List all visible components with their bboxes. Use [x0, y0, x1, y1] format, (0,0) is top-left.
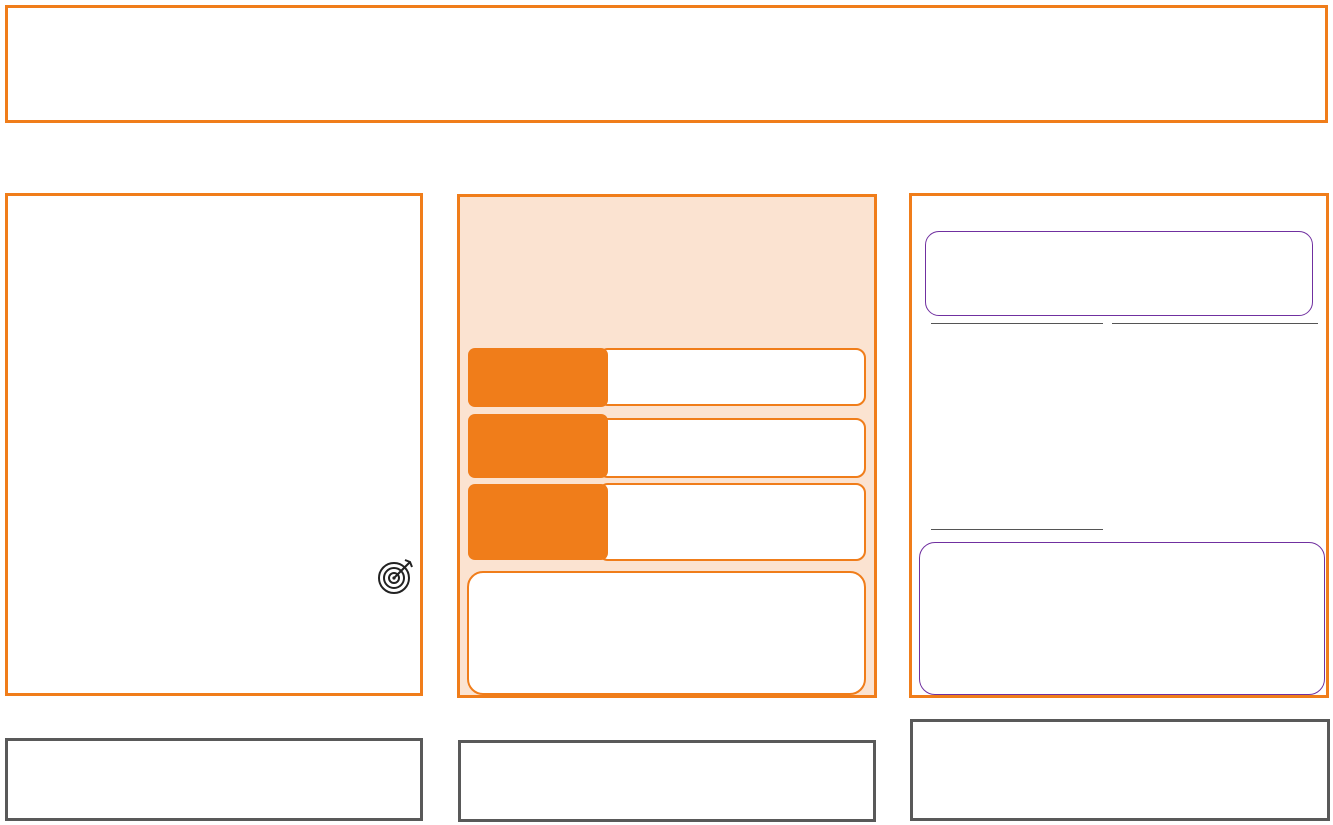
variable-label [468, 484, 608, 560]
descriptive-table [931, 323, 1103, 530]
journal-logo-box [5, 738, 423, 821]
variable-items [598, 418, 866, 478]
sample-box [925, 231, 1313, 316]
target-icon [376, 556, 416, 596]
statistical-analysis-box [467, 571, 866, 695]
variable-items [598, 483, 866, 561]
variable-label [468, 348, 608, 407]
variable-items [598, 348, 866, 406]
authors-box [458, 740, 876, 822]
correlation-chart [1112, 432, 1318, 532]
methods-intro [470, 258, 864, 342]
title-box [5, 5, 1328, 123]
variable-row-demographic [468, 348, 866, 407]
variable-label [468, 414, 608, 478]
doi-box [910, 719, 1330, 821]
variable-row-psychological [468, 483, 866, 561]
regression-table [1112, 323, 1318, 426]
conclusions-box [919, 542, 1325, 695]
intro-panel [5, 193, 423, 696]
variable-row-disease [468, 414, 866, 478]
